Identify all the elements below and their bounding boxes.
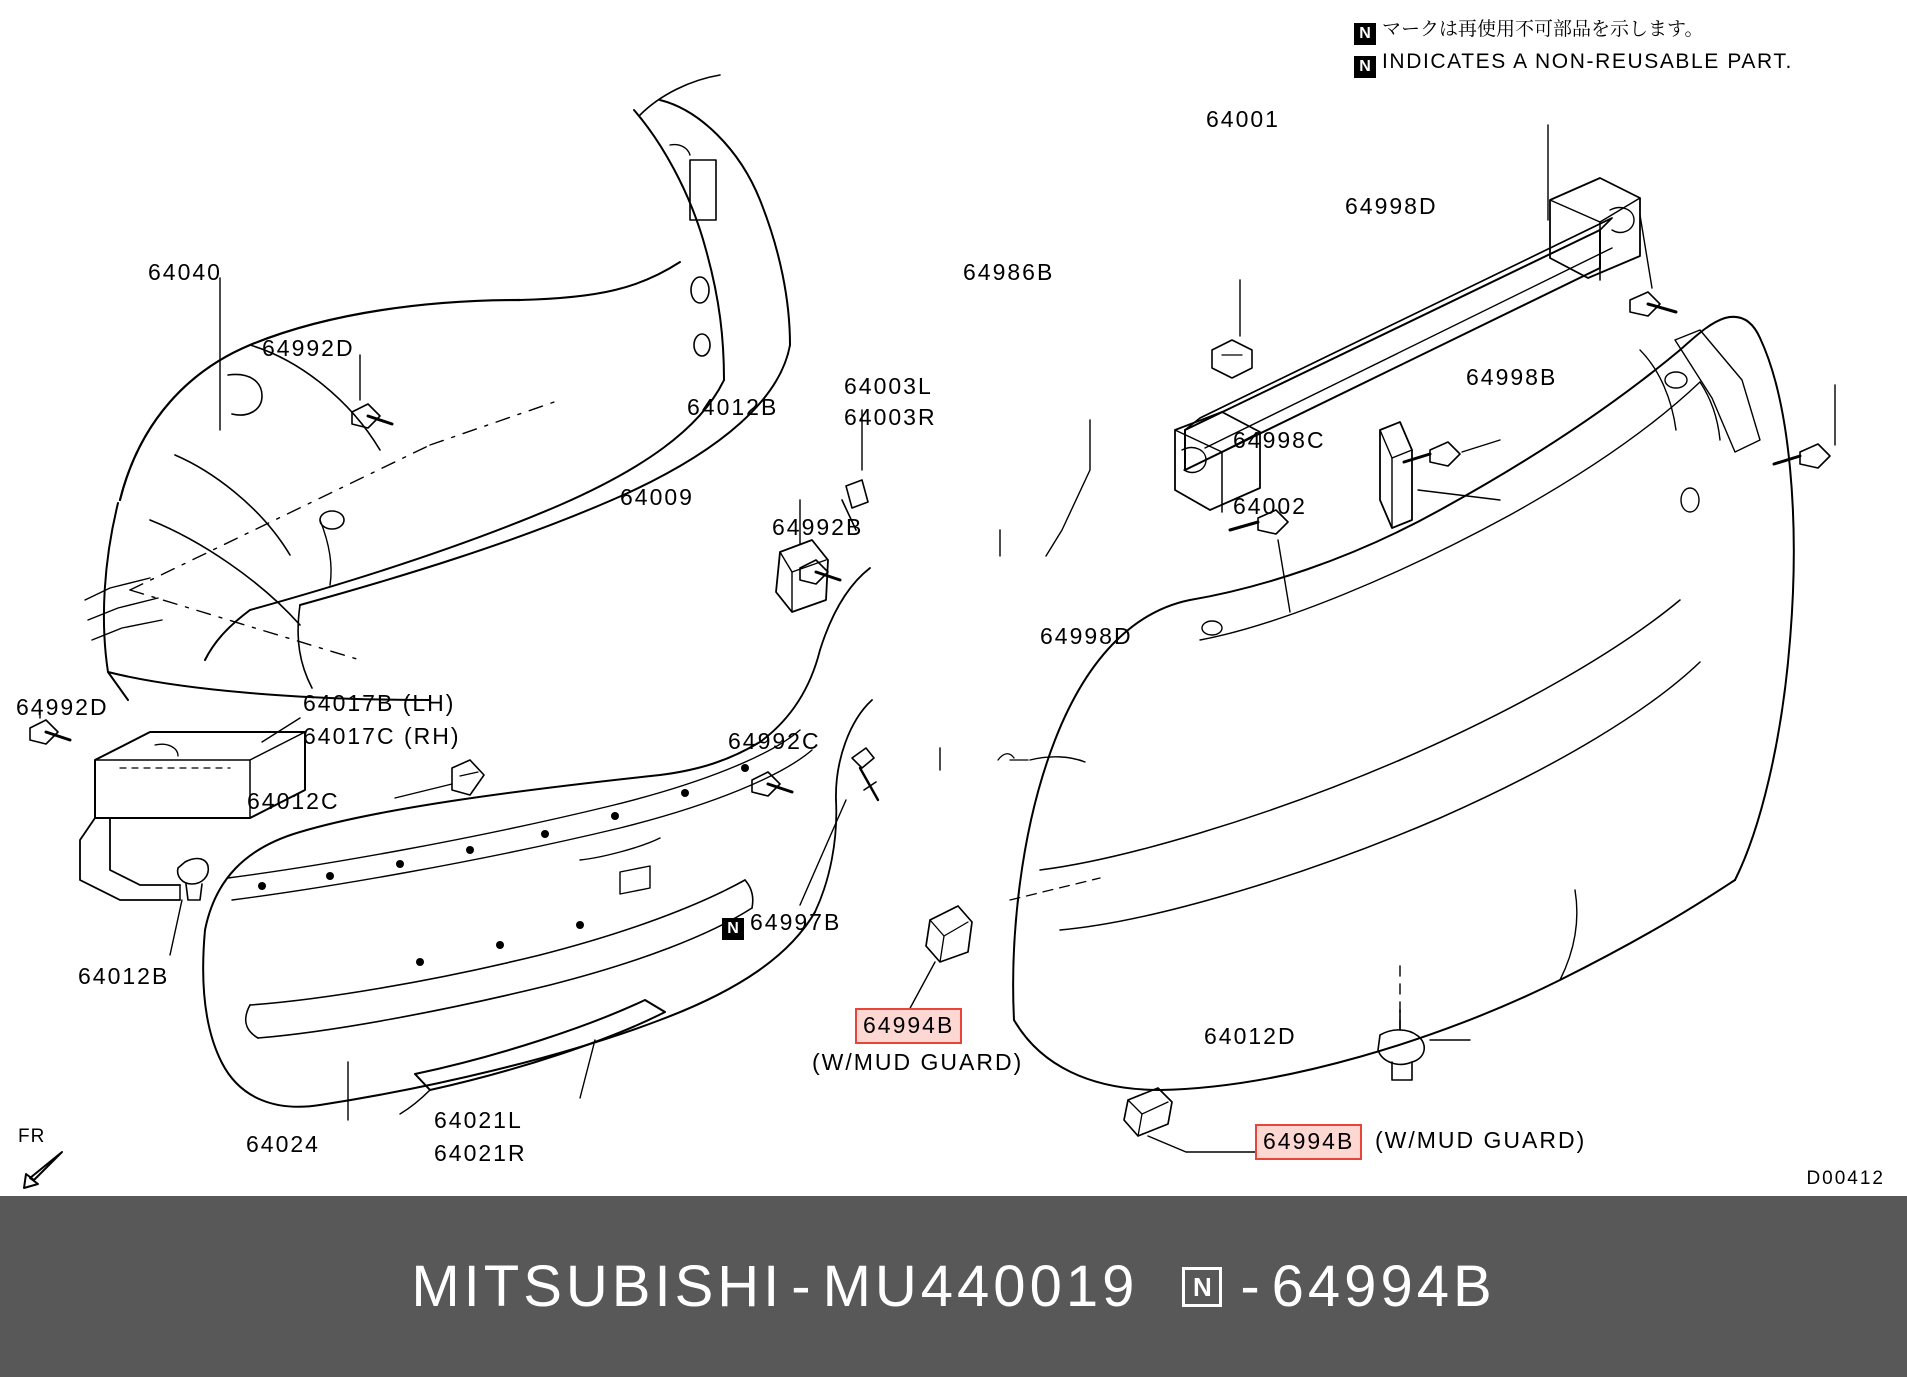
callout-64009: 64009 (620, 484, 694, 510)
highlight-64994b-bottom: 64994B (1255, 1124, 1362, 1160)
callout-64003r: 64003R (844, 404, 937, 430)
footer-marker-separator: - (1240, 1254, 1264, 1319)
legend-en-text: INDICATES A NON-REUSABLE PART. (1382, 50, 1793, 73)
callout-64998d-top: 64998D (1345, 193, 1438, 219)
callout-64992b: 64992B (772, 514, 864, 540)
footer-part-number: MU440019 (822, 1254, 1139, 1319)
footer-caption (407, 1253, 1499, 1320)
non-reusable-marker-icon-2: N (1354, 56, 1376, 78)
callout-64012c: 64012C (247, 788, 340, 814)
sheet-code: D00412 (1806, 1168, 1885, 1189)
highlight-64994b-left: 64994B (855, 1008, 962, 1044)
callout-64017c-rh: 64017C (RH) (303, 723, 461, 749)
footer-highlight-part: 64994B (1271, 1254, 1496, 1319)
callout-64012b-top: 64012B (687, 394, 779, 420)
callout-64992d-top: 64992D (262, 335, 355, 361)
callout-64003l: 64003L (844, 373, 933, 399)
footer-brand: MITSUBISHI (411, 1254, 784, 1319)
highlight-64994b-left-note: (W/MUD GUARD) (812, 1049, 1024, 1075)
callout-64998b: 64998B (1466, 364, 1558, 390)
footer-bar (0, 1196, 1907, 1377)
footer-non-reusable-marker-icon: N (1182, 1267, 1222, 1307)
legend-note-en (1354, 50, 1793, 78)
callout-64992c: 64992C (728, 728, 821, 754)
front-direction-arrow-icon (14, 1146, 70, 1192)
callout-64997b-text: 64997B (750, 909, 842, 935)
callout-64001: 64001 (1206, 106, 1280, 132)
callout-64012b-left: 64012B (78, 963, 170, 989)
callout-64021r: 64021R (434, 1140, 527, 1166)
callout-64997b (722, 908, 841, 940)
legend-jp-text: マークは再使用不可部品を示します。 (1382, 19, 1704, 40)
highlight-64994b-bottom-note: (W/MUD GUARD) (1375, 1127, 1587, 1153)
callout-64992d-left: 64992D (16, 694, 109, 720)
non-reusable-marker-icon-3: N (722, 918, 744, 940)
callout-64021l: 64021L (434, 1107, 523, 1133)
callout-64024: 64024 (246, 1131, 320, 1157)
callout-64986b: 64986B (963, 259, 1055, 285)
front-direction-label: FR (18, 1126, 46, 1147)
callout-64998d-mid: 64998D (1040, 623, 1133, 649)
legend-note-jp (1354, 14, 1703, 45)
non-reusable-marker-icon: N (1354, 23, 1376, 45)
callout-64017b-lh: 64017B (LH) (303, 690, 456, 716)
footer-separator: - (791, 1254, 815, 1319)
callout-64002: 64002 (1233, 493, 1307, 519)
callout-64998c: 64998C (1233, 427, 1326, 453)
callout-64012d: 64012D (1204, 1023, 1297, 1049)
callout-64040: 64040 (148, 259, 222, 285)
